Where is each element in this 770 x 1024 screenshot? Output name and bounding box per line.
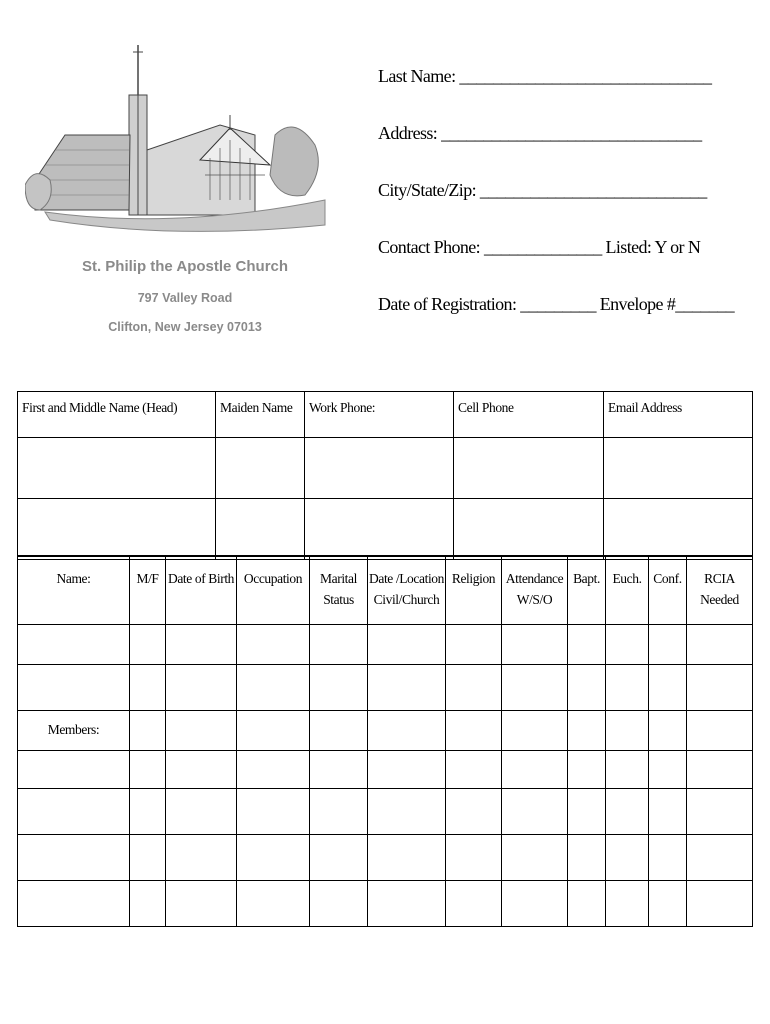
table-cell[interactable] [18,438,216,499]
table-cell[interactable] [604,438,753,499]
table-cell[interactable] [368,789,446,835]
table-cell[interactable] [502,711,568,751]
table-cell[interactable] [606,711,649,751]
table-row [18,556,753,625]
table-cell[interactable] [446,625,502,665]
table-cell[interactable] [310,789,368,835]
city-state-zip-field[interactable]: City/State/Zip: ___________________________ [378,180,707,200]
header-cell: Work Phone: [305,392,454,438]
head-table [17,391,753,560]
table-cell[interactable] [687,751,753,789]
table-cell[interactable] [166,881,237,927]
table-cell[interactable] [310,665,368,711]
table-row [18,835,753,881]
address-field[interactable]: Address: _______________________________ [378,123,702,143]
table-cell[interactable] [237,789,310,835]
table-cell[interactable] [568,751,606,789]
table-cell[interactable] [166,789,237,835]
table-cell[interactable] [305,438,454,499]
table-cell[interactable] [502,835,568,881]
header-cell: Conf. [649,556,687,625]
table-cell[interactable] [310,835,368,881]
church-city: Clifton, New Jersey 07013 [108,320,262,334]
table-cell[interactable] [687,835,753,881]
table-cell[interactable] [687,625,753,665]
table-cell[interactable] [368,711,446,751]
table-cell[interactable] [568,625,606,665]
table-cell[interactable] [237,835,310,881]
table-cell[interactable] [568,711,606,751]
table-cell[interactable] [368,751,446,789]
header-cell: RCIA Needed [687,556,753,625]
table-cell[interactable] [649,711,687,751]
header-cell: First and Middle Name (Head) [18,392,216,438]
table-row [18,751,753,789]
table-cell[interactable] [216,438,305,499]
table-cell[interactable] [502,789,568,835]
table-row [18,438,753,499]
table-cell[interactable] [649,625,687,665]
church-address: 797 Valley Road [137,291,233,305]
header-cell: Date /Location Civil/Church [368,556,446,625]
table-cell[interactable] [166,835,237,881]
table-cell[interactable] [568,789,606,835]
table-cell[interactable] [237,665,310,711]
table-cell[interactable] [687,665,753,711]
table-cell[interactable] [446,751,502,789]
table-cell[interactable] [18,835,130,881]
table-cell[interactable] [568,881,606,927]
last-name-field[interactable]: Last Name: ______________________________ [378,66,712,86]
table-cell[interactable] [446,665,502,711]
table-cell[interactable] [368,665,446,711]
table-cell[interactable] [568,665,606,711]
header-cell: Euch. [606,556,649,625]
table-cell[interactable] [606,751,649,789]
table-cell[interactable] [606,881,649,927]
table-cell[interactable] [502,881,568,927]
table-cell[interactable] [130,835,166,881]
table-row [18,789,753,835]
header-cell: Marital Status [310,556,368,625]
table-cell[interactable] [130,625,166,665]
table-cell[interactable] [649,751,687,789]
table-cell[interactable] [368,881,446,927]
table-cell[interactable] [130,751,166,789]
header-cell: Email Address [604,392,753,438]
table-cell[interactable] [166,711,237,751]
table-cell[interactable] [606,835,649,881]
header-cell: Date of Birth [166,556,237,625]
table-cell[interactable] [130,711,166,751]
table-cell[interactable] [237,625,310,665]
members-label: Members: [18,711,130,751]
table-cell[interactable] [687,881,753,927]
table-cell[interactable] [130,789,166,835]
table-cell[interactable] [237,751,310,789]
table-cell[interactable] [216,499,305,560]
header-cell: Attendance W/S/O [502,556,568,625]
table-row [18,392,753,438]
table-cell[interactable] [454,438,604,499]
table-cell[interactable] [310,711,368,751]
church-name: St. Philip the Apostle Church [81,258,289,275]
table-cell[interactable] [18,789,130,835]
table-cell[interactable] [166,665,237,711]
table-cell[interactable] [237,881,310,927]
table-cell[interactable] [18,625,130,665]
table-cell[interactable] [649,665,687,711]
header-cell: Cell Phone [454,392,604,438]
header-cell: Religion [446,556,502,625]
table-cell[interactable] [18,751,130,789]
table-cell[interactable] [130,881,166,927]
table-cell[interactable] [649,789,687,835]
table-row [18,665,753,711]
table-row [18,881,753,927]
table-cell[interactable] [310,881,368,927]
table-cell[interactable] [130,665,166,711]
contact-phone-field[interactable]: Contact Phone: ______________ Listed: Y or N [378,237,701,257]
table-cell[interactable] [649,881,687,927]
table-cell[interactable] [606,665,649,711]
table-cell[interactable] [305,499,454,560]
table-cell[interactable] [368,625,446,665]
table-cell[interactable] [18,665,130,711]
table-row [18,711,753,751]
header-cell: Bapt. [568,556,606,625]
table-row [18,625,753,665]
table-cell[interactable] [606,789,649,835]
table-cell[interactable] [446,789,502,835]
members-table [17,555,753,927]
table-row [18,499,753,560]
table-cell[interactable] [18,881,130,927]
table-cell[interactable] [502,625,568,665]
table-cell[interactable] [568,835,606,881]
table-cell[interactable] [649,835,687,881]
table-cell[interactable] [454,499,604,560]
church-drawing-icon [25,45,325,231]
table-cell[interactable] [502,665,568,711]
table-cell[interactable] [166,625,237,665]
table-cell[interactable] [606,625,649,665]
table-cell[interactable] [368,835,446,881]
table-cell[interactable] [446,835,502,881]
table-cell[interactable] [310,625,368,665]
table-cell[interactable] [446,711,502,751]
header-cell: M/F [130,556,166,625]
table-cell[interactable] [18,499,216,560]
table-cell[interactable] [310,751,368,789]
table-cell[interactable] [446,881,502,927]
church-logo [25,40,330,360]
header-cell: Maiden Name [216,392,305,438]
table-cell[interactable] [237,711,310,751]
header-cell: Occupation [237,556,310,625]
date-registration-field[interactable]: Date of Registration: _________ Envelope #_______ [378,294,735,314]
table-cell[interactable] [502,751,568,789]
table-cell[interactable] [166,751,237,789]
header-cell: Name: [18,556,130,625]
table-cell[interactable] [687,711,753,751]
table-cell[interactable] [604,499,753,560]
table-cell[interactable] [687,789,753,835]
